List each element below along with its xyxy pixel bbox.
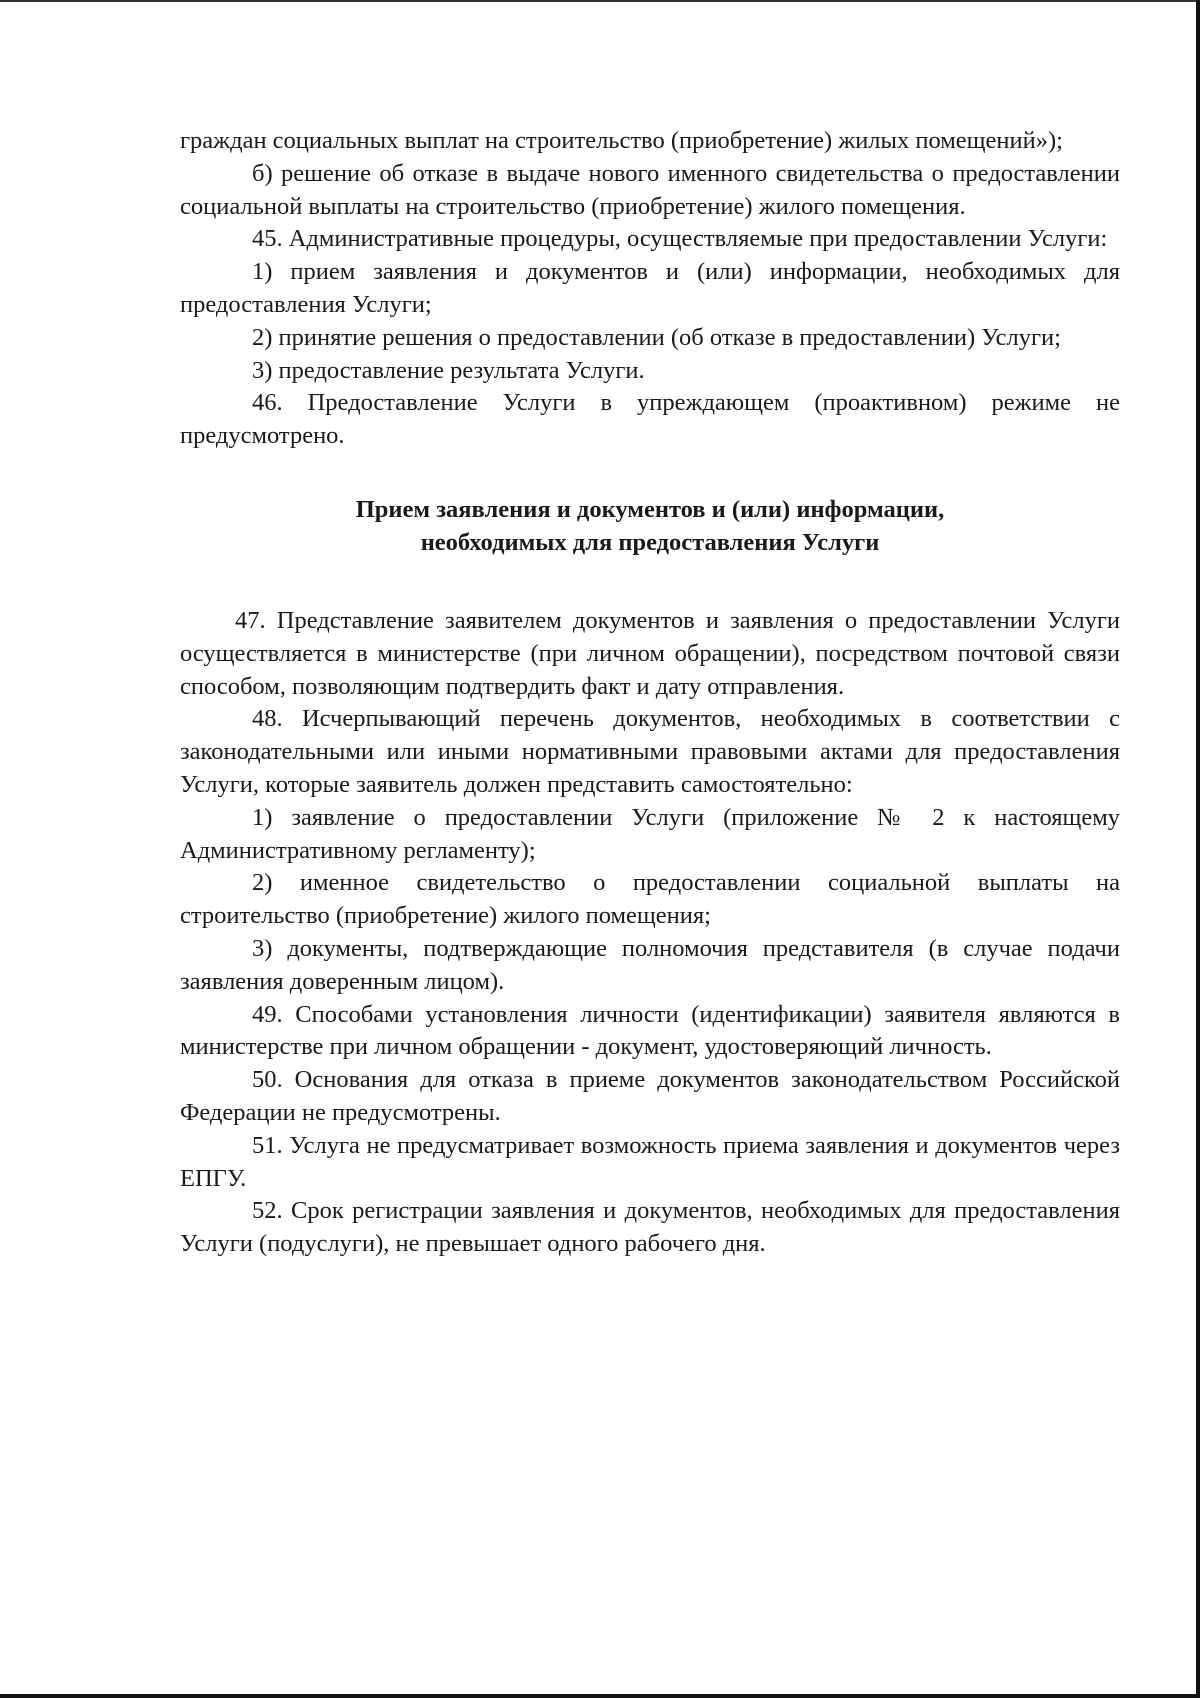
section-heading-line-1: Прием заявления и документов и (или) информации, <box>355 495 945 523</box>
section-heading-line-2: необходимых для предоставления Услуги <box>420 528 880 556</box>
paragraph-51: 51. Услуга не предусматривает возможность приема заявления и документов через ЕПГУ. <box>180 1131 1120 1192</box>
paragraph-45-item-3: 3) предоставление результата Услуги. <box>252 356 645 384</box>
paragraph-continuation: граждан социальных выплат на строительство (приобретение) жилых помещений»); <box>180 127 1063 154</box>
paragraph-45-item-2: 2) принятие решения о предоставлении (об отказе в предоставлении) Услуги; <box>252 323 1061 351</box>
paragraph-49: 49. Способами установления личности (идентификации) заявителя являются в министерстве при личном обращении - документ, удостоверяющий личность. <box>180 1000 1120 1061</box>
document-body <box>180 125 1120 1261</box>
paragraph-48: 48. Исчерпывающий перечень документов, необходимых в соответствии с законодательными или иными нормативными правовыми актами для предоставления Услуги, которые заявитель должен представить самостоятельно: <box>180 705 1120 798</box>
scan-edge-top <box>0 0 1200 2</box>
paragraph-44b: б) решение об отказе в выдаче нового именного свидетельства о предоставлении социальной выплаты на строительство (приобретение) жилого помещения. <box>180 159 1120 220</box>
paragraph-45: 45. Административные процедуры, осуществляемые при предоставлении Услуги: <box>252 225 1108 253</box>
paragraph-48-item-3: 3) документы, подтверждающие полномочия представителя (в случае подачи заявления доверенным лицом). <box>180 934 1120 995</box>
paragraph-48-item-1: 1) заявление о предоставлении Услуги (приложение № 2 к настоящему Административному регламенту); <box>180 803 1120 864</box>
paragraph-48-item-2: 2) именное свидетельство о предоставлении социальной выплаты на строительство (приобретение) жилого помещения; <box>180 869 1120 930</box>
paragraph-45-item-1: 1) прием заявления и документов и (или) информации, необходимых для предоставления Услуги; <box>180 258 1120 318</box>
paragraph-46: 46. Предоставление Услуги в упреждающем (проактивном) режиме не предусмотрено. <box>180 389 1120 450</box>
paragraph-50: 50. Основания для отказа в приеме документов законодательством Российской Федерации не предусмотрены. <box>180 1066 1120 1126</box>
paragraph-47: 47. Представление заявителем документов и заявления о предоставлении Услуги осуществляется в министерстве (при личном обращении), посредством почтовой связи способом, позволяющим подтвердить факт и дату отправления. <box>180 606 1120 700</box>
scan-edge-bottom <box>0 1694 1200 1698</box>
section-heading <box>180 493 1120 559</box>
paragraph-52: 52. Срок регистрации заявления и документов, необходимых для предоставления Услуги (подуслуги), не превышает одного рабочего дня. <box>180 1197 1120 1258</box>
scan-edge-right <box>1196 0 1200 1698</box>
